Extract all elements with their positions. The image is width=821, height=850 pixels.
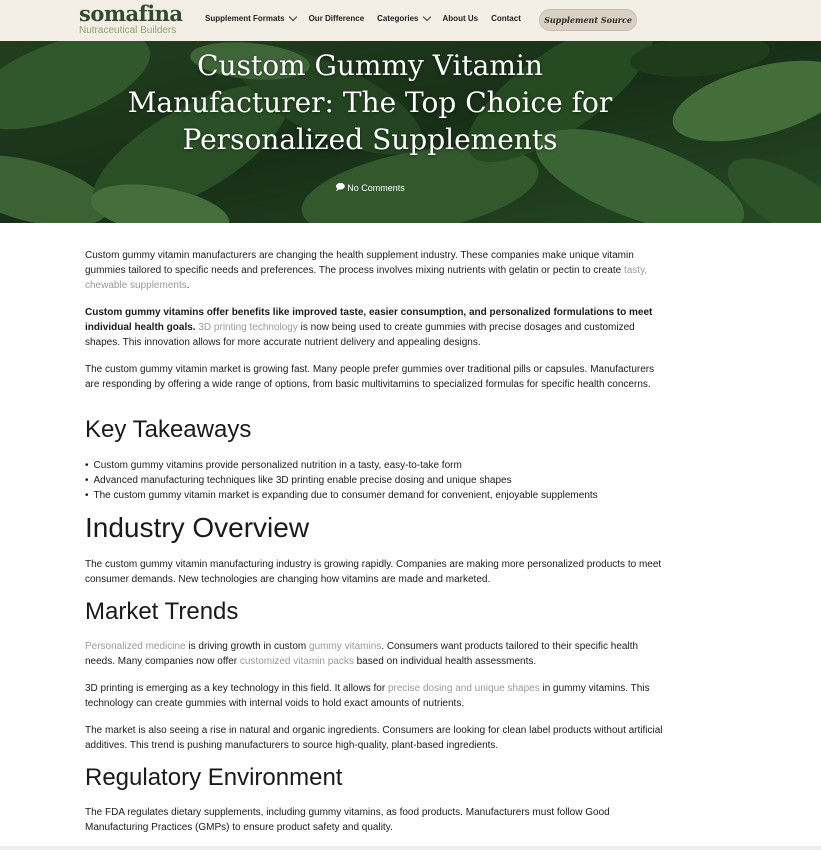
tasty-supplements-link[interactable]: tasty, chewable supplements bbox=[85, 265, 648, 291]
comments-link[interactable] bbox=[320, 180, 420, 196]
logo-name: somafina bbox=[79, 1, 183, 26]
fda-paragraph: The FDA regulates dietary supplements, including gummy vitamins, as food products. Manufacturers must follow Good Manufacturing Practices (GMPs) to ensure product safety and quality. bbox=[85, 807, 610, 833]
bottom-edge bbox=[0, 846, 821, 850]
nav-label: Our Difference bbox=[308, 14, 365, 23]
takeaways-list bbox=[85, 458, 598, 503]
industry-paragraph: The custom gummy vitamin manufacturing industry is growing rapidly. Companies are making more personalized products to meet consumer demands. New technologies are changing how vitamins are made and marketed. bbox=[85, 559, 662, 585]
trends-paragraph bbox=[85, 639, 665, 669]
nav-item-our-difference[interactable] bbox=[309, 14, 365, 23]
logo-tagline: Nutraceutical Builders bbox=[79, 25, 177, 36]
organic-paragraph: The market is also seeing a rise in natural and organic ingredients. Consumers are looking for clean label products without artificial additives. This trend is pushing manufacturers to source high-quality, plant-based ingredients. bbox=[85, 725, 663, 751]
nav-item-categories[interactable] bbox=[377, 14, 429, 23]
chevron-down-icon bbox=[422, 13, 430, 21]
personalized-medicine-link[interactable]: Personalized medicine bbox=[85, 641, 186, 652]
list-item: • The custom gummy vitamin market is expanding due to consumer demand for convenient, enjoyable supplements bbox=[85, 488, 598, 503]
paragraph-text: in gummy vitamins. This technology can create gummies with internal voids to hold exact amounts of nutrients. bbox=[85, 683, 650, 709]
paragraph-text: Custom gummy vitamin manufacturers are changing the health supplement industry. These companies make unique vitamin gummies tailored to specific needs and preferences. The process involves mixing nutrients with gelatin or pectin to create bbox=[85, 250, 634, 276]
heading-key-takeaways: Key Takeaways bbox=[85, 416, 252, 443]
site-header bbox=[0, 0, 821, 41]
heading-regulatory-environment: Regulatory Environment bbox=[85, 764, 343, 791]
gummy-vitamins-link[interactable]: gummy vitamins bbox=[309, 641, 382, 652]
paragraph-text: is now being used to create gummies with precise dosages and customized shapes. This innovation allows for more accurate nutrient delivery and appealing designs. bbox=[85, 322, 635, 348]
supplement-source-button[interactable]: Supplement Source bbox=[539, 9, 637, 31]
comment-icon: 🗩 bbox=[335, 182, 346, 192]
nav-label: About Us bbox=[442, 14, 479, 23]
heading-market-trends: Market Trends bbox=[85, 598, 239, 625]
benefits-paragraph bbox=[85, 305, 665, 350]
paragraph-text: 3D printing is emerging as a key technology in this field. It allows for bbox=[85, 683, 388, 694]
paragraph-text: based on individual health assessments. bbox=[353, 656, 537, 667]
paragraph-text: is driving growth in custom bbox=[185, 641, 310, 652]
hero-banner bbox=[0, 41, 821, 223]
paragraph-text: . bbox=[186, 280, 190, 291]
page-title: Custom Gummy Vitamin Manufacturer: The Top Choice for Personalized Supplements bbox=[127, 49, 613, 156]
site-logo[interactable] bbox=[79, 3, 183, 36]
paragraph-text: . Consumers want products tailored to their specific health needs. Many companies now offer bbox=[85, 641, 639, 667]
nav-label: Contact bbox=[491, 14, 521, 23]
bold-text: Custom gummy vitamins offer benefits like improved taste, easier consumption, and personalized formulations to meet individual health goals. bbox=[85, 307, 653, 333]
3d-printing-link[interactable]: 3D printing technology bbox=[198, 322, 298, 333]
chevron-down-icon bbox=[288, 13, 296, 21]
nav-item-contact[interactable] bbox=[491, 14, 521, 23]
customized-vitamin-packs-link[interactable]: customized vitamin packs bbox=[239, 656, 354, 667]
list-item: • Custom gummy vitamins provide personalized nutrition in a tasty, easy-to-take form bbox=[85, 458, 598, 473]
intro-paragraph bbox=[85, 248, 665, 293]
comments-count: No Comments bbox=[347, 183, 405, 193]
nav-item-supplement-formats[interactable] bbox=[205, 14, 296, 23]
precise-dosing-link[interactable]: precise dosing and unique shapes bbox=[387, 683, 540, 694]
heading-industry-overview: Industry Overview bbox=[85, 512, 310, 543]
nav-label: Categories bbox=[377, 14, 419, 23]
main-nav bbox=[205, 14, 534, 23]
nav-label: Supplement Formats bbox=[205, 14, 285, 23]
list-item: • Advanced manufacturing techniques like 3D printing enable precise dosing and unique shapes bbox=[85, 473, 598, 488]
market-paragraph: The custom gummy vitamin market is growing fast. Many people prefer gummies over traditional pills or capsules. Manufacturers are responding by offering a wide range of options, from basic multivitamins to specialized formulas for specific health concerns. bbox=[85, 364, 655, 390]
3d-printing-paragraph bbox=[85, 681, 665, 711]
nav-item-about-us[interactable] bbox=[443, 14, 479, 23]
